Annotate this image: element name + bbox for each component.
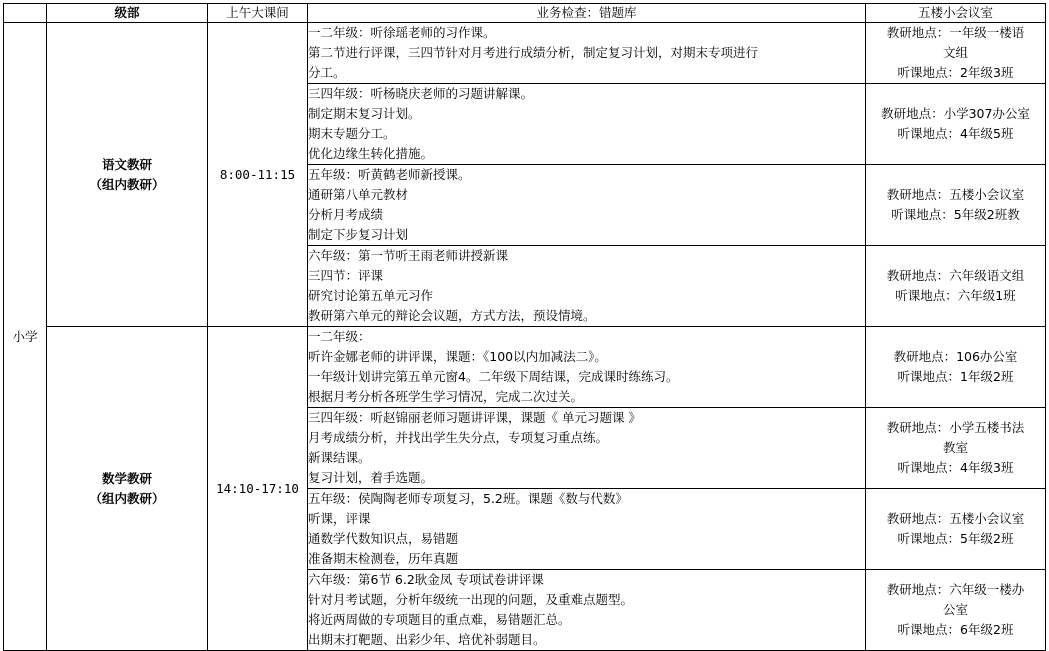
dept-cell: [47, 327, 208, 651]
task-cell: [308, 327, 866, 408]
task-line: 将近两周做的专项题目的重点难，易错题汇总。: [308, 612, 571, 627]
task-cell: [308, 165, 866, 246]
task-row: [4, 23, 1046, 84]
dept-name: 语文教研: [101, 156, 152, 172]
location-line: 教研地点：五楼小会议室: [886, 511, 1025, 526]
location-line: 听课地点：2年级3班: [897, 65, 1014, 80]
task-line: 六年级：第一节听王雨老师讲授新课: [308, 248, 509, 263]
location-cell: [866, 23, 1046, 84]
task-line: 听许金娜老师的讲评课，课题：《100以内加减法二》。: [308, 349, 607, 364]
task-line: 三四年级：听杨晓庆老师的习题讲解课。: [308, 86, 534, 101]
task-line: 新课结课。: [308, 450, 371, 465]
task-cell: [308, 84, 866, 165]
location-cell: [866, 246, 1046, 327]
task-line: 通数学代数知识点，易错题: [308, 531, 459, 546]
location-line: 听课地点：5年级2班: [897, 531, 1014, 546]
location-line: 听课地点：1年级2班: [897, 369, 1014, 384]
task-line: 听课，评课: [308, 511, 371, 526]
task-line: 五年级：听黄鹤老师新授课。: [308, 167, 471, 182]
location-line: 公室: [942, 602, 968, 617]
task-line: 针对月考试题，分析年级统一出现的问题，及重难点题型。: [308, 592, 634, 607]
dept-name: 数学教研: [101, 470, 152, 486]
task-cell: [308, 489, 866, 570]
task-line: 出期末打靶题、出彩少年、培优补弱题目。: [308, 632, 546, 647]
location-line: 教研地点：一年级一楼语: [886, 25, 1025, 40]
location-line: 教研地点：小学307办公室: [881, 106, 1030, 121]
task-line: 五年级：侯陶陶老师专项复习，5.2班。课题《数与代数》: [308, 491, 628, 506]
task-line: 教研第六单元的辩论会议题，方式方法，预设情境。: [308, 308, 596, 323]
task-line: 通研第八单元教材: [308, 187, 409, 202]
location-cell: [866, 84, 1046, 165]
location-line: 教研地点：六年级语文组: [886, 268, 1025, 283]
task-row: [4, 327, 1046, 408]
task-line: 三四节：评课: [308, 268, 384, 283]
location-cell: [866, 165, 1046, 246]
location-line: 教室: [942, 440, 968, 455]
location-line: 听课地点：4年级3班: [897, 460, 1014, 475]
task-cell: [308, 23, 866, 84]
time-cell: 14:10-17:10: [208, 327, 308, 651]
location-line: 教研地点：小学五楼书法: [886, 420, 1025, 435]
location-line: 教研地点：五楼小会议室: [886, 187, 1025, 202]
task-line: 第二节进行评课，三四节针对月考进行成绩分析，制定复习计划，对期末专项进行: [308, 45, 759, 60]
school-cell: 小学: [4, 23, 47, 651]
task-line: 一二年级：听徐瑶老师的习作课。: [308, 25, 496, 40]
task-cell: [308, 408, 866, 489]
header-level: 级部: [47, 4, 208, 23]
time-cell: 8:00-11:15: [208, 23, 308, 327]
task-line: 分工。: [308, 65, 346, 80]
task-line: 准备期末检测卷，历年真题: [308, 551, 459, 566]
task-line: 期末专题分工。: [308, 126, 396, 141]
dept-note: （组内教研）: [89, 490, 165, 506]
task-line: 根据月考分析各班学生学习情况，完成二次过关。: [308, 389, 584, 404]
header-task: 业务检查：错题库: [308, 4, 866, 23]
location-line: 听课地点：4年级5班: [897, 126, 1014, 141]
task-line: 优化边缘生转化措施。: [308, 146, 434, 161]
task-line: 一年级计划讲完第五单元窗4。二年级下周结课，完成课时练练习。: [308, 369, 679, 384]
schedule-table: [3, 3, 1046, 651]
task-cell: [308, 246, 866, 327]
header-location: 五楼小会议室: [866, 4, 1046, 23]
task-line: 制定下步复习计划: [308, 227, 409, 242]
dept-cell: [47, 23, 208, 327]
header-time: 上午大课间: [208, 4, 308, 23]
task-line: 一二年级：: [308, 329, 371, 344]
location-line: 文组: [942, 45, 968, 60]
task-line: 制定期末复习计划。: [308, 106, 421, 121]
location-cell: [866, 489, 1046, 570]
header-row: [4, 4, 1046, 23]
task-cell: [308, 570, 866, 651]
location-line: 听课地点：5年级2班教: [891, 207, 1020, 222]
task-line: 三四年级：听赵锦丽老师习题讲评课，课题《 单元习题课 》: [308, 410, 641, 425]
location-cell: [866, 408, 1046, 489]
task-line: 复习计划，着手选题。: [308, 470, 434, 485]
location-cell: [866, 327, 1046, 408]
header-blank: [4, 4, 47, 23]
location-line: 教研地点：六年级一楼办: [886, 582, 1025, 597]
dept-note: （组内教研）: [89, 176, 165, 192]
task-line: 月考成绩分析，并找出学生失分点，专项复习重点练。: [308, 430, 609, 445]
location-line: 听课地点：6年级2班: [897, 622, 1014, 637]
location-line: 听课地点：六年级1班: [895, 288, 1016, 303]
task-line: 研究讨论第五单元习作: [308, 288, 434, 303]
location-line: 教研地点：106办公室: [893, 349, 1018, 364]
task-line: 分析月考成绩: [308, 207, 384, 222]
task-line: 六年级：第6节 6.2耿金凤 专项试卷讲评课: [308, 572, 544, 587]
location-cell: [866, 570, 1046, 651]
